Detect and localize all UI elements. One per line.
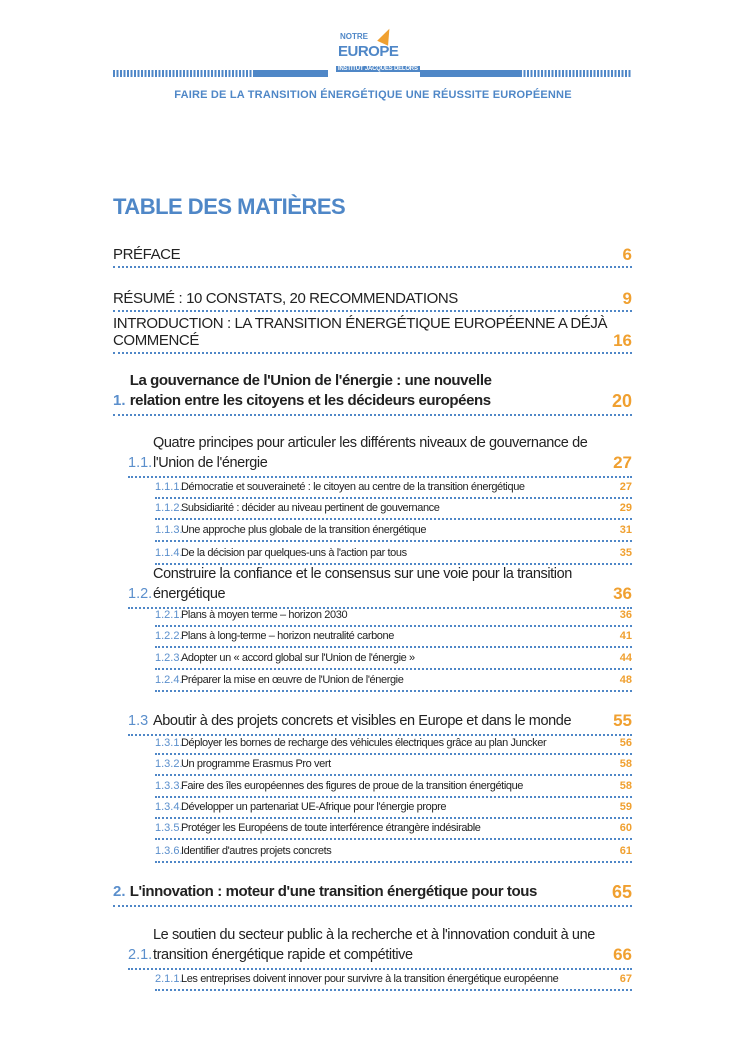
entry-number: 1.3.6. [155,845,183,857]
entry-title: Une approche plus globale de la transition énergétique [181,524,427,536]
entry-number: 1.1.4. [155,547,183,559]
entry-number: 1.3.4. [155,801,183,813]
toc-entry-section[interactable] [128,924,632,970]
entry-title: Faire des îles européennes des figures de proue de la transition énergétique [181,780,524,792]
toc-entry-chapter[interactable] [113,370,632,416]
logo-line2: EUROPE [338,43,399,60]
entry-page-number: 20 [611,391,632,411]
toc-entry-sub[interactable] [155,842,632,863]
entry-page-number: 60 [619,822,632,834]
entry-page-number: 44 [619,652,632,664]
entry-title: Adopter un « accord global sur l'Union de l'énergie » [181,652,415,664]
entry-title: La gouvernance de l'Union de l'énergie : une nouvelle relation entre les citoyens et les décideurs européens [129,372,492,409]
entry-title: Plans à moyen terme – horizon 2030 [181,609,348,621]
toc-entry-section[interactable] [128,432,632,478]
header-bar-left [253,70,328,77]
entry-title: De la décision par quelques-uns à l'action par tous [181,547,407,559]
entry-title: Déployer les bornes de recharge des véhicules électriques grâce au plan Juncker [181,737,547,749]
entry-number: 2.1. [128,947,153,963]
header-stripe-left [113,70,253,77]
logo-line3: INSTITUT JACQUES DELORS [338,66,418,72]
entry-number: 1.2.1. [155,609,183,621]
toc-entry-section[interactable] [128,565,632,609]
entry-page-number: 27 [619,481,632,493]
toc-entry-sub[interactable] [155,609,632,627]
entry-page-number: 59 [619,801,632,813]
entry-title: INTRODUCTION : LA TRANSITION ÉNERGÉTIQUE EUROPÉENNE A DÉJÀ COMMENCÉ [113,315,608,349]
toc-entry-top[interactable] [113,238,632,268]
toc-entry-sub[interactable] [155,799,632,819]
entry-number: 1.3.5. [155,822,183,834]
entry-title: Développer un partenariat UE-Afrique pour l'énergie propre [181,801,447,813]
entry-number: 1.2.3. [155,652,183,664]
entry-page-number: 58 [619,758,632,770]
toc-entry-top[interactable] [113,282,632,312]
toc-entry-sub[interactable] [155,628,632,648]
entry-number: 1.3.1. [155,737,183,749]
document-subtitle: FAIRE DE LA TRANSITION ÉNERGÉTIQUE UNE RÉUSSITE EUROPÉENNE [174,89,572,101]
notre-europe-logo [336,28,416,86]
entry-page-number: 67 [619,973,632,985]
entry-page-number: 55 [613,711,632,730]
toc-entry-chapter[interactable] [113,865,632,907]
entry-page-number: 41 [619,630,632,642]
toc-entry-sub[interactable] [155,971,632,991]
entry-title: Construire la confiance et le consensus sur une voie pour la transition énergétique [153,566,572,602]
entry-title: Plans à long-terme – horizon neutralité carbone [181,630,394,642]
entry-page-number: 36 [619,609,632,621]
logo-line1: NOTRE [340,32,368,41]
entry-number: 1.1.2. [155,502,183,514]
toc-title: TABLE DES MATIÈRES [113,194,346,219]
entry-title: Démocratie et souveraineté : le citoyen au centre de la transition énergétique [181,481,525,493]
entry-title: Aboutir à des projets concrets et visibles en Europe et dans le monde [153,713,572,729]
entry-page-number: 16 [613,331,632,350]
entry-title: Un programme Erasmus Pro vert [181,758,331,770]
toc-entry-sub[interactable] [155,671,632,692]
entry-page-number: 48 [619,674,632,686]
entry-page-number: 6 [622,245,632,264]
entry-page-number: 35 [619,547,632,559]
entry-title: Le soutien du secteur public à la recherche et à l'innovation conduit à une transition énergétique rapide et compétitive [153,927,595,963]
entry-number: 1.3 [128,713,149,729]
toc-entry-sub[interactable] [155,756,632,776]
entry-number: 2.1.1. [155,973,183,985]
entry-number: 1.1.1. [155,481,183,493]
entry-page-number: 65 [611,882,632,902]
entry-page-number: 27 [613,453,632,472]
entry-page-number: 31 [619,524,632,536]
entry-title: Subsidiarité : décider au niveau pertinent de gouvernance [181,502,440,514]
entry-page-number: 66 [613,945,632,964]
entry-number: 1. [113,392,130,409]
entry-page-number: 9 [622,289,632,308]
entry-title: PRÉFACE [113,246,181,263]
entry-number: 1.2.4. [155,674,183,686]
entry-title: L'innovation : moteur d'une transition énergétique pour tous [129,883,537,900]
header-stripe-right [520,70,632,77]
entry-number: 1.2. [128,586,153,602]
entry-title: Préparer la mise en œuvre de l'Union de l'énergie [181,674,404,686]
toc-entry-top[interactable] [113,314,632,354]
entry-number: 1.3.3. [155,780,183,792]
toc-entry-sub[interactable] [155,820,632,840]
toc-entry-sub[interactable] [155,500,632,520]
toc-entry-sub[interactable] [155,736,632,755]
toc-entry-sub[interactable] [155,522,632,542]
entry-number: 1.1. [128,455,153,471]
entry-page-number: 61 [619,845,632,857]
entry-page-number: 29 [619,502,632,514]
toc-entry-sub[interactable] [155,544,632,565]
entry-title: RÉSUMÉ : 10 CONSTATS, 20 RECOMMENDATIONS [113,290,458,307]
header-bar-right [420,70,520,77]
entry-number: 2. [113,883,130,900]
toc-entry-section[interactable] [128,692,632,736]
entry-page-number: 56 [619,737,632,749]
entry-number: 1.2.2. [155,630,183,642]
toc-entry-sub[interactable] [155,479,632,499]
toc-entry-sub[interactable] [155,650,632,670]
entry-page-number: 58 [619,780,632,792]
entry-title: Identifier d'autres projets concrets [181,845,332,857]
entry-number: 1.1.3. [155,524,183,536]
entry-page-number: 36 [613,584,632,603]
toc-entry-sub[interactable] [155,778,632,798]
entry-title: Protéger les Européens de toute interférence étrangère indésirable [181,822,481,834]
entry-title: Quatre principes pour articuler les différents niveaux de gouvernance de l'Union de l'énergie [153,435,588,471]
entry-title: Les entreprises doivent innover pour survivre à la transition énergétique européenne [181,973,559,985]
entry-number: 1.3.2. [155,758,183,770]
